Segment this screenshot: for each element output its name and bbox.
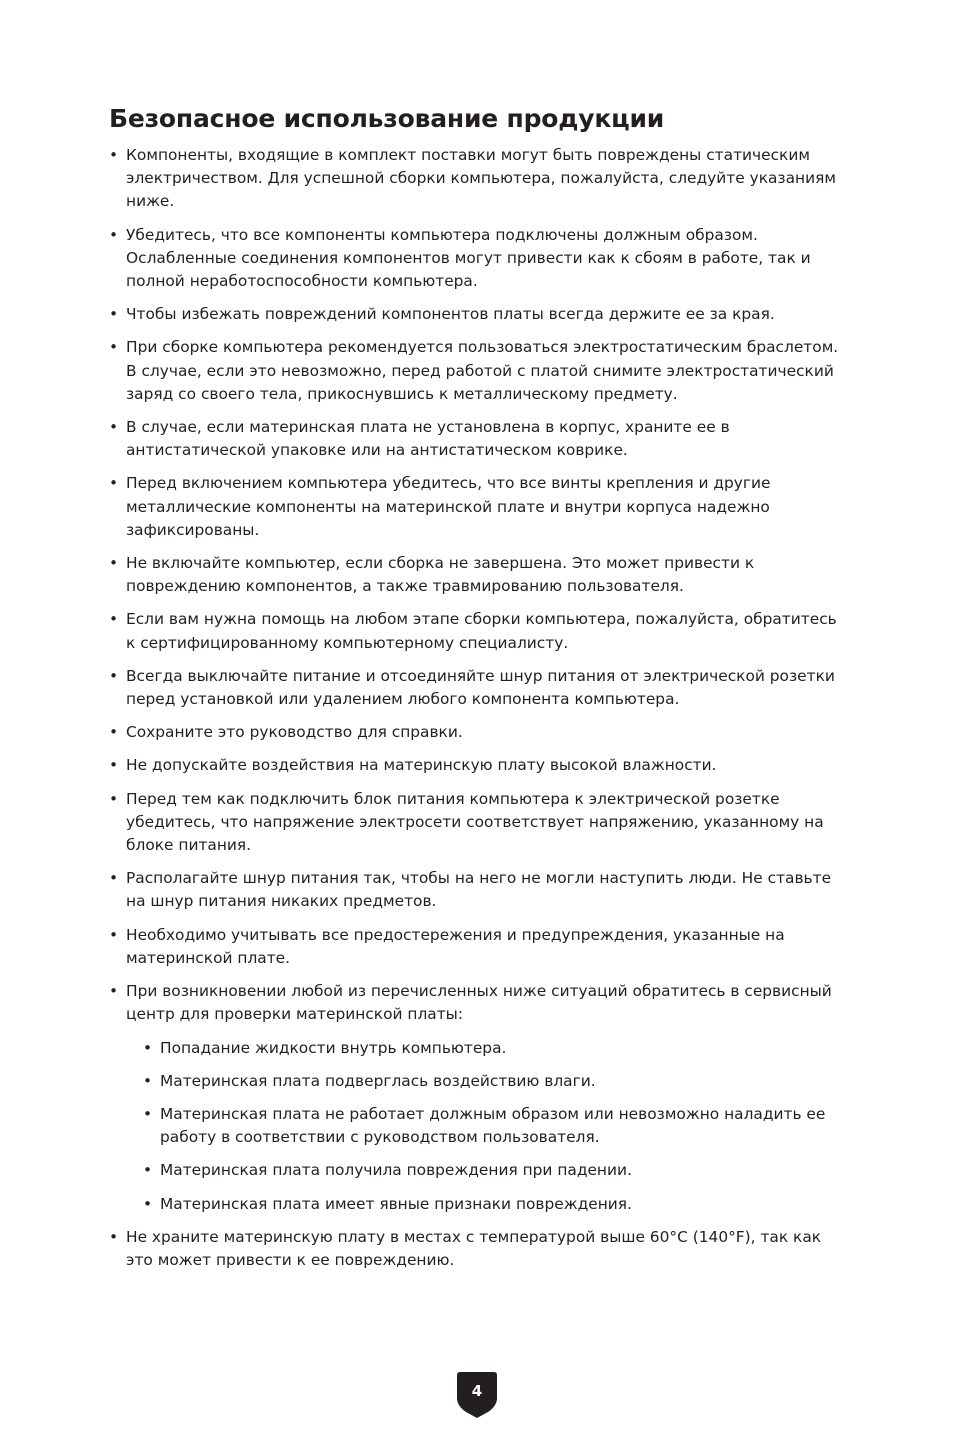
list-item: • Перед включением компьютера убедитесь, что все винты крепления и другие металлические компоненты на материнской плате и внутри корпуса надежно зафиксированы. xyxy=(109,472,844,542)
list-item: • Не включайте компьютер, если сборка не завершена. Это может привести к повреждению компонентов, а также травмированию пользователя. xyxy=(109,552,844,598)
list-item: • Не допускайте воздействия на материнскую плату высокой влажности. xyxy=(109,754,844,777)
list-item: • Если вам нужна помощь на любом этапе сборки компьютера, пожалуйста, обратитесь к сертифицированному компьютерному специалисту. xyxy=(109,608,844,654)
sub-list xyxy=(126,1037,844,1216)
sub-list-item: • Материнская плата имеет явные признаки повреждения. xyxy=(143,1193,844,1216)
sub-list-item: • Материнская плата подверглась воздействию влаги. xyxy=(143,1070,844,1093)
page-title: Безопасное использование продукции xyxy=(109,104,665,133)
list-item-with-subitems xyxy=(109,980,844,1216)
list-item: • Располагайте шнур питания так, чтобы на него не могли наступить люди. Не ставьте на шнур питания никаких предметов. xyxy=(109,867,844,913)
list-item: • Чтобы избежать повреждений компонентов платы всегда держите ее за края. xyxy=(109,303,844,326)
sub-list-item: • Материнская плата не работает должным образом или невозможно наладить ее работу в соответствии с руководством пользователя. xyxy=(143,1103,844,1149)
list-item: • Всегда выключайте питание и отсоединяйте шнур питания от электрической розетки перед установкой или удалением любого компонента компьютера. xyxy=(109,665,844,711)
list-item: • Сохраните это руководство для справки. xyxy=(109,721,844,744)
list-item: • Перед тем как подключить блок питания компьютера к электрической розетке убедитесь, что напряжение электросети соответствует напряжению, указанному на блоке питания. xyxy=(109,788,844,858)
list-item: • Необходимо учитывать все предостережения и предупреждения, указанные на материнской плате. xyxy=(109,924,844,970)
page-number: 4 xyxy=(471,1382,483,1400)
safety-list xyxy=(109,144,844,1282)
list-item: • Не храните материнскую плату в местах с температурой выше 60°C (140°F), так как это может привести к ее повреждению. xyxy=(109,1226,844,1272)
list-item: • Компоненты, входящие в комплект поставки могут быть повреждены статическим электричеством. Для успешной сборки компьютера, пожалуйста, следуйте указаниям ниже. xyxy=(109,144,844,214)
sub-list-item: • Попадание жидкости внутрь компьютера. xyxy=(143,1037,844,1060)
list-item-text: При возникновении любой из перечисленных ниже ситуаций обратитесь в сервисный центр для проверки материнской платы: xyxy=(126,982,832,1024)
list-item: • Убедитесь, что все компоненты компьютера подключены должным образом. Ослабленные соединения компонентов могут привести как к сбоям в работе, так и полной неработоспособности компьютера. xyxy=(109,224,844,294)
page-number-badge xyxy=(457,1372,497,1418)
sub-list-item: • Материнская плата получила повреждения при падении. xyxy=(143,1159,844,1182)
list-item: • В случае, если материнская плата не установлена в корпус, храните ее в антистатической упаковке или на антистатическом коврике. xyxy=(109,416,844,462)
list-item: • При сборке компьютера рекомендуется пользоваться электростатическим браслетом. В случае, если это невозможно, перед работой с платой снимите электростатический заряд со своего тела, прикоснувшись к металлическому предмету. xyxy=(109,336,844,406)
